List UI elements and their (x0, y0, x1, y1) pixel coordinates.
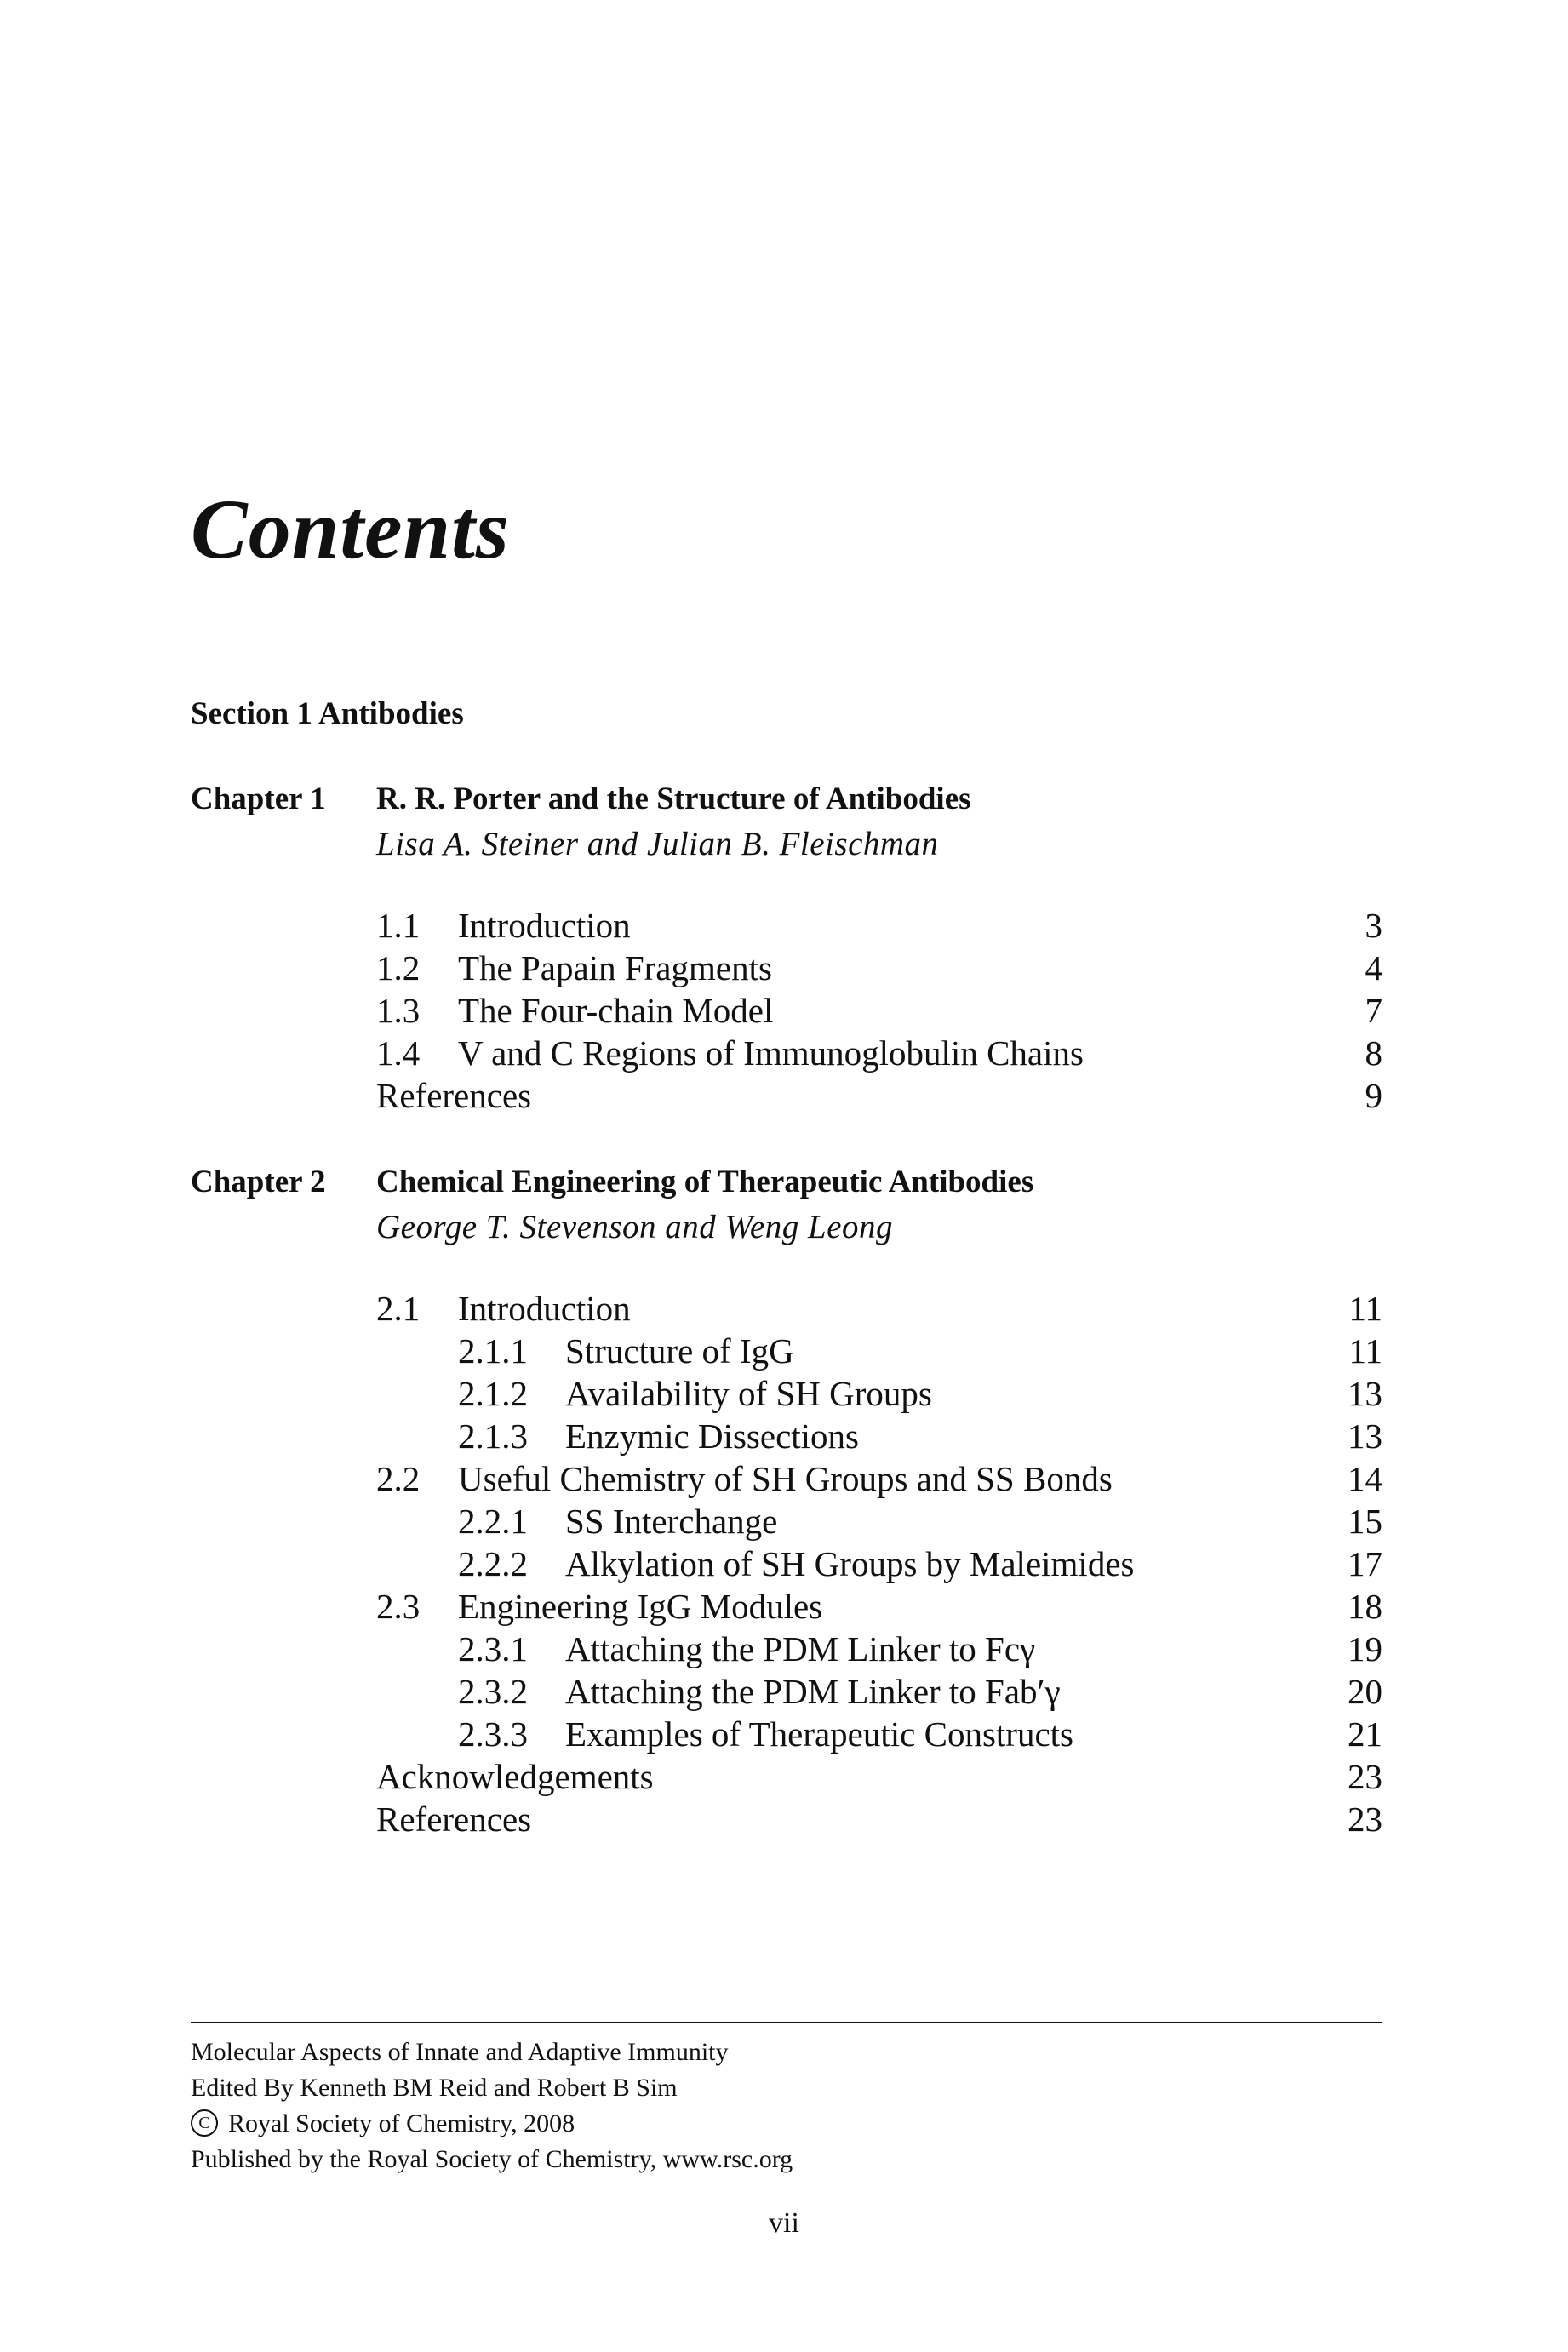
chapter-1-toc (376, 904, 1382, 1117)
toc-entry-number: 1.3 (376, 991, 421, 1030)
toc-entry-page: 20 (1348, 1672, 1382, 1711)
toc-entry-title: Structure of IgG (565, 1331, 794, 1371)
toc-entry-page: 4 (1365, 948, 1382, 987)
toc-entry-number: 2.3.2 (458, 1672, 528, 1711)
toc-entry-number: 2.3.1 (458, 1629, 528, 1668)
toc-entry-page: 13 (1348, 1374, 1382, 1413)
toc-entry[interactable] (376, 1287, 1382, 1330)
toc-entry[interactable] (376, 989, 1382, 1032)
toc-entry-title: SS Interchange (565, 1502, 778, 1541)
toc-entry-number: 1.4 (376, 1033, 421, 1073)
toc-entry-number: 2.1 (376, 1289, 421, 1328)
toc-entry-title: Useful Chemistry of SH Groups and SS Bonds (458, 1459, 1113, 1498)
toc-entry[interactable] (376, 1372, 1382, 1415)
toc-entry[interactable] (376, 1457, 1382, 1500)
toc-entry-title: References (376, 1076, 532, 1115)
chapter-label: Chapter 2 (191, 1165, 326, 1199)
toc-entry-number: 2.1.3 (458, 1416, 528, 1456)
toc-entry[interactable] (376, 1755, 1382, 1798)
toc-entry-number: 1.2 (376, 948, 421, 987)
chapter-authors: George T. Stevenson and Weng Leong (376, 1209, 893, 1245)
toc-entry[interactable] (376, 1032, 1382, 1074)
toc-entry-title: Alkylation of SH Groups by Maleimides (565, 1544, 1135, 1583)
toc-entry-number: 2.2.1 (458, 1502, 528, 1541)
publisher-line: Published by the Royal Society of Chemistry, www.rsc.org (191, 2145, 793, 2173)
toc-entry-number: 2.2.2 (458, 1544, 528, 1583)
toc-entry-title: V and C Regions of Immunoglobulin Chains (458, 1033, 1084, 1073)
toc-entry-title: Availability of SH Groups (565, 1374, 932, 1413)
toc-entry[interactable] (376, 1415, 1382, 1457)
toc-entry-page: 17 (1348, 1544, 1382, 1583)
page-title: Contents (191, 482, 510, 576)
toc-entry[interactable] (376, 1542, 1382, 1585)
toc-entry-page: 19 (1348, 1629, 1382, 1668)
toc-entry-number: 2.3.3 (458, 1714, 528, 1754)
toc-entry-page: 18 (1348, 1587, 1382, 1626)
toc-entry-page: 3 (1365, 906, 1382, 945)
editors-line: Edited By Kenneth BM Reid and Robert B Sim (191, 2074, 678, 2102)
toc-entry-number: 2.1.1 (458, 1331, 528, 1371)
toc-entry[interactable] (376, 1330, 1382, 1372)
toc-entry-page: 7 (1365, 991, 1382, 1030)
toc-entry-title: Acknowledgements (376, 1757, 654, 1796)
toc-entry-page: 21 (1348, 1714, 1382, 1754)
toc-entry-page: 23 (1348, 1800, 1382, 1839)
toc-entry[interactable] (376, 1585, 1382, 1628)
toc-entry-page: 23 (1348, 1757, 1382, 1796)
toc-entry-title: Attaching the PDM Linker to Fcγ (565, 1629, 1036, 1668)
toc-entry-page: 11 (1348, 1289, 1382, 1328)
toc-entry-title: Introduction (458, 906, 631, 945)
toc-entry-page: 8 (1365, 1033, 1382, 1073)
toc-entry-page: 11 (1348, 1331, 1382, 1371)
toc-entry[interactable] (376, 1628, 1382, 1670)
page-number: vii (769, 2207, 799, 2239)
chapter-authors: Lisa A. Steiner and Julian B. Fleischman (376, 826, 939, 862)
toc-entry-title: The Papain Fragments (458, 948, 772, 987)
toc-entry-title: References (376, 1800, 532, 1839)
footer-divider (191, 2022, 1382, 2023)
toc-entry[interactable] (376, 1670, 1382, 1713)
toc-entry-title: Enzymic Dissections (565, 1416, 860, 1456)
chapter-title: R. R. Porter and the Structure of Antibodies (376, 781, 971, 816)
section-heading: Section 1 Antibodies (191, 696, 464, 731)
toc-entry[interactable] (376, 1074, 1382, 1117)
toc-entry-title: Introduction (458, 1289, 631, 1328)
chapter-label: Chapter 1 (191, 781, 326, 816)
toc-entry-number: 2.3 (376, 1587, 421, 1626)
toc-entry-title: Attaching the PDM Linker to Fab′γ (565, 1672, 1061, 1711)
toc-entry-title: Engineering IgG Modules (458, 1587, 823, 1626)
toc-entry[interactable] (376, 1500, 1382, 1542)
publication-footer (191, 2034, 793, 2177)
toc-entry-number: 2.1.2 (458, 1374, 528, 1413)
toc-entry-title: Examples of Therapeutic Constructs (565, 1714, 1074, 1754)
copyright-icon: C (191, 2109, 218, 2137)
chapter-title: Chemical Engineering of Therapeutic Antibodies (376, 1165, 1034, 1199)
toc-entry[interactable] (376, 1713, 1382, 1755)
toc-entry-title: The Four-chain Model (458, 991, 774, 1030)
toc-entry-page: 13 (1348, 1416, 1382, 1456)
copyright-line (191, 2106, 793, 2142)
toc-entry[interactable] (376, 1798, 1382, 1840)
toc-entry[interactable] (376, 904, 1382, 947)
copyright-text: Royal Society of Chemistry, 2008 (228, 2109, 575, 2137)
chapter-2-toc (376, 1287, 1382, 1840)
toc-entry-page: 14 (1348, 1459, 1382, 1498)
toc-entry-number: 1.1 (376, 906, 421, 945)
toc-entry-page: 9 (1365, 1076, 1382, 1115)
toc-entry[interactable] (376, 947, 1382, 989)
toc-entry-number: 2.2 (376, 1459, 421, 1498)
toc-entry-page: 15 (1348, 1502, 1382, 1541)
book-title: Molecular Aspects of Innate and Adaptive Immunity (191, 2038, 729, 2066)
